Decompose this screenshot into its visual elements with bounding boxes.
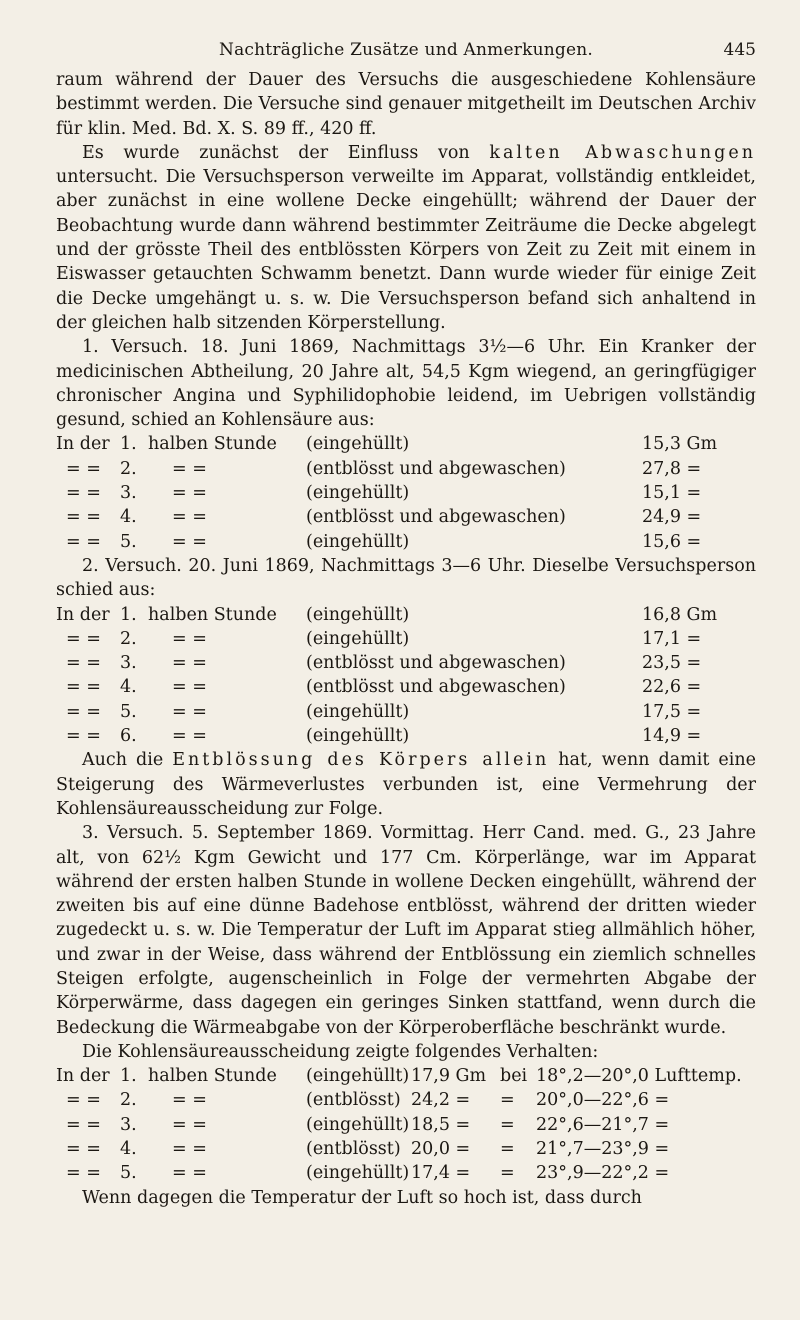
experiment-2-text: 2. Versuch. 20. Juni 1869, Nachmittags 3—6 Uhr. Dieselbe Versuchsperson schied aus: [56, 555, 756, 601]
table-row: = = 2. = = (eingehüllt) 17,1 = [66, 628, 702, 649]
table-row: = = 2. = = (entblösst) 24,2 = = 20°,0—22°,6 = [66, 1090, 670, 1111]
table-row: = = 4. = = (entblösst und abgewaschen) 24,9 = [66, 507, 702, 528]
table-row: = = 3. = = (eingehüllt) 18,5 = = 22°,6—21°,7 = [66, 1114, 670, 1135]
table-row: = = 4. = = (entblösst) 20,0 = = 21°,7—23°,9 = [66, 1139, 670, 1160]
table-row: = = 2. = = (entblösst und abgewaschen) 27,8 = [66, 458, 702, 479]
experiment-3-table [56, 1064, 756, 1185]
emphasis-text: Entblössung des Körpers allein [172, 750, 550, 771]
table-row: = = 3. = = (eingehüllt) 15,1 = [66, 483, 702, 504]
table-row: = = 4. = = (entblösst und abgewaschen) 22,6 = [66, 677, 702, 698]
table-row: = = 5. = = (eingehüllt) 15,6 = [66, 531, 702, 552]
experiment-1-table [56, 432, 756, 553]
table-row: In der 1. halben Stunde (eingehüllt) 16,8 Gm [56, 604, 718, 625]
experiment-3-text: 3. Versuch. 5. September 1869. Vormittag. Herr Cand. med. G., 23 Jahre alt, von 62½ Kgm Gewicht und 177 Cm. Körperlänge, war im Apparat während der ersten halben Stunde in wollene Decken eingehüllt, während der zweiten bis auf eine dünne Badehose entblösst, während der dritten wieder zugedeckt u. s. w. Die Temperatur der Luft im Apparat stieg allmählich höher, und zwar in der Weise, dass während der Entblössung ein ziemlich schnelles Steigen erfolgte, augenscheinlich in Folge der vermehrten Abgabe der Körperwärme, dass dagegen ein geringes Sinken stattfand, wenn durch die Bedeckung die Wärmeabgabe von der Körperoberfläche beschränkt wurde. [56, 823, 756, 1038]
experiment-2-table [56, 603, 756, 749]
table-row: In der 1. halben Stunde (eingehüllt) 15,3 Gm [56, 434, 718, 455]
table-row: In der 1. halben Stunde (eingehüllt) 17,9 Gm bei 18°,2—20°,0 Lufttemp. [56, 1066, 742, 1087]
page-number: 445 [723, 40, 756, 60]
intro-paragraph: raum während der Dauer des Versuchs die ausgeschiedene Kohlensäure bestimmt werden. Die Versuche sind genauer mitgetheilt im Deutschen Archiv für klin. Med. Bd. X. S. 89 ff., 420 ff. [56, 70, 756, 139]
book-page [56, 40, 756, 1210]
experiment-3-lead: Die Kohlensäureausscheidung zeigte folgendes Verhalten: [82, 1041, 599, 1062]
table-row: = = 6. = = (eingehüllt) 14,9 = [66, 726, 702, 747]
running-header [56, 40, 756, 68]
table-row: = = 5. = = (eingehüllt) 17,4 = = 23°,9—22°,2 = [66, 1163, 670, 1184]
table-row: = = 5. = = (eingehüllt) 17,5 = [66, 701, 702, 722]
table-row: = = 3. = = (entblösst und abgewaschen) 23,5 = [66, 653, 702, 674]
header-title: Nachträgliche Zusätze und Anmerkungen. [219, 40, 593, 60]
conclusion-paragraph: Auch die Entblössung des Körpers allein hat, wenn damit eine Steigerung des Wärmeverlustes verbunden ist, eine Vermehrung der Kohlensäureausscheidung zur Folge. [56, 750, 757, 819]
experiment-1-text: 1. Versuch. 18. Juni 1869, Nachmittags 3½—6 Uhr. Ein Kranker der medicinischen Abtheilung, 20 Jahre alt, 54,5 Kgm wiegend, an geringfügiger chronischer Angina und Syphilidophobie leidend, im Uebrigen vollständig gesund, schied an Kohlensäure aus: [56, 337, 756, 431]
method-paragraph: Es wurde zunächst der Einfluss von kalten Abwaschungen untersucht. Die Versuchsperson verweilte im Apparat, vollständig entkleidet, aber zunächst in eine wollene Decke eingehüllt; während der Dauer der Beobachtung wurde dann während bestimmter Zeiträume die Decke abgelegt und der grösste Theil des entblössten Körpers von Zeit zu Zeit mit einem in Eiswasser getauchten Schwamm benetzt. Dann wurde wieder für einige Zeit die Decke umgehängt u. s. w. Die Versuchsperson befand sich anhaltend in der gleichen halb sitzenden Körperstellung. [56, 142, 756, 333]
final-line: Wenn dagegen die Temperatur der Luft so hoch ist, dass durch [82, 1187, 642, 1208]
emphasis-text: kalten Abwaschungen [489, 142, 756, 163]
